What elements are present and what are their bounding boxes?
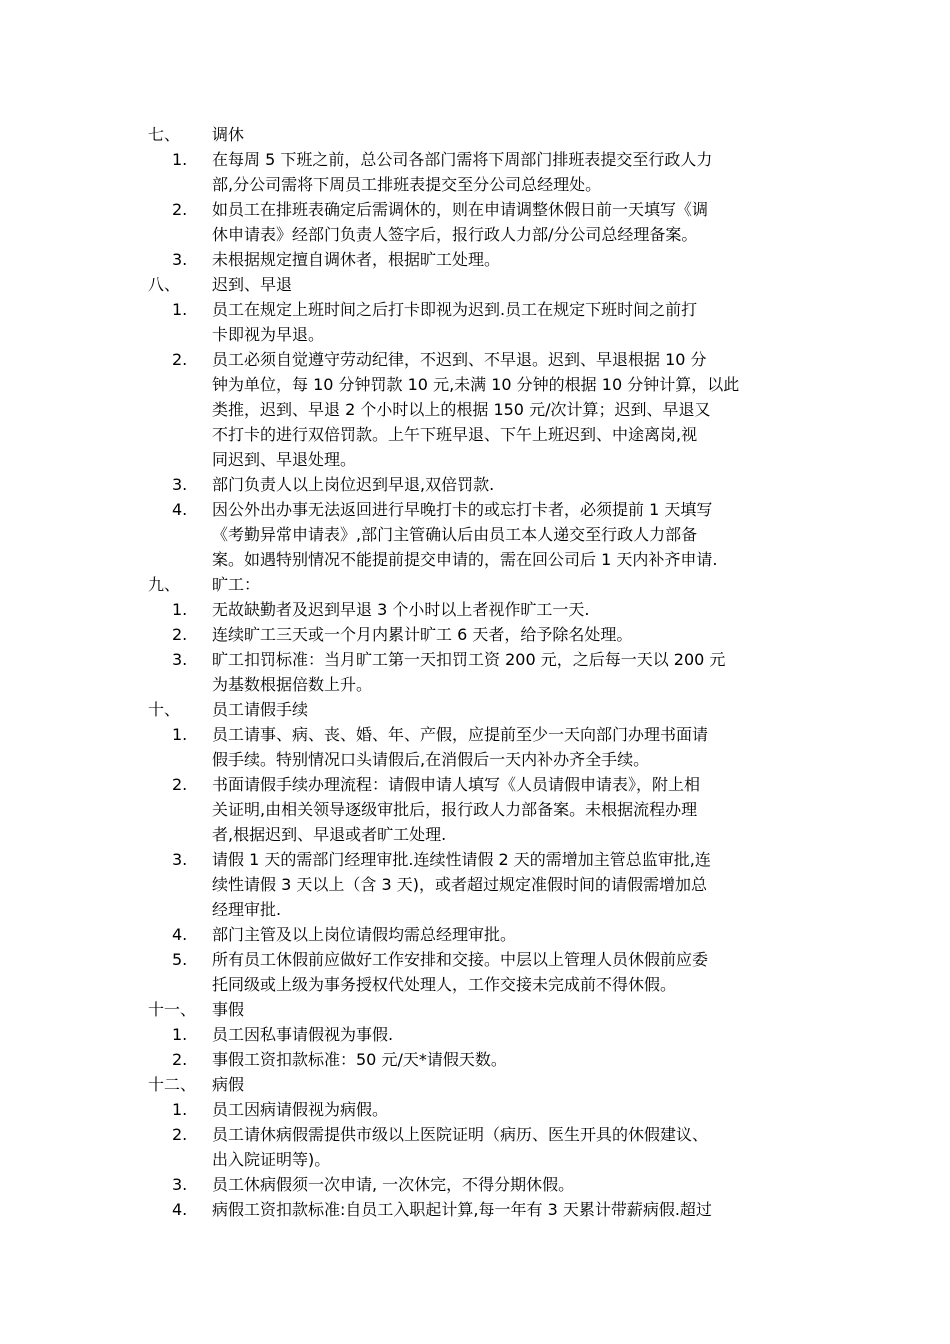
section-heading: [148, 697, 828, 722]
section-number: 八、: [148, 275, 181, 294]
list-item: [148, 1047, 828, 1072]
list-item-number-cell: [148, 147, 212, 197]
list-item-number: 1.: [172, 1100, 188, 1119]
list-item-text: [212, 247, 828, 272]
text-line: 未根据规定擅自调休者，根据旷工处理。: [212, 250, 501, 269]
text-line: 员工因病请假视为病假。: [212, 1100, 389, 1119]
text-line: 不打卡的进行双倍罚款。上午下班早退、下午上班迟到、中途离岗,视: [212, 425, 698, 444]
list-item-number: 1.: [172, 600, 188, 619]
text-line: 连续旷工三天或一个月内累计旷工 6 天者，给予除名处理。: [212, 625, 633, 644]
list-item-number: 4.: [172, 500, 188, 519]
list-item: [148, 147, 828, 197]
list-item-number: 5.: [172, 950, 188, 969]
list-item-number-cell: [148, 497, 212, 572]
list-item-number-cell: [148, 847, 212, 922]
document-body: [148, 122, 828, 1222]
list-item: [148, 1197, 828, 1222]
text-line: 事假工资扣款标准：50 元/天*请假天数。: [212, 1050, 507, 1069]
text-line: 书面请假手续办理流程：请假申请人填写《人员请假申请表》，附上相: [212, 775, 701, 794]
text-line: 员工请事、病、丧、婚、年、产假，应提前至少一天向部门办理书面请: [212, 725, 709, 744]
list-item-number-cell: [148, 947, 212, 997]
list-item-number-cell: [148, 922, 212, 947]
text-line: 者,根据迟到、早退或者旷工处理.: [212, 825, 447, 844]
list-item-number: 2.: [172, 200, 188, 219]
list-item: [148, 597, 828, 622]
text-line: 同迟到、早退处理。: [212, 450, 357, 469]
list-item: [148, 772, 828, 847]
list-item-text: [212, 1047, 828, 1072]
list-item: [148, 472, 828, 497]
list-item-number-cell: [148, 597, 212, 622]
text-line: 休申请表》经部门负责人签字后，报行政人力部/分公司总经理备案。: [212, 225, 698, 244]
section-number: 十一、: [148, 1000, 197, 1019]
text-line: 部门负责人以上岗位迟到早退,双倍罚款.: [212, 475, 495, 494]
list-item-number-cell: [148, 347, 212, 472]
text-line: 卡即视为早退。: [212, 325, 325, 344]
list-item: [148, 922, 828, 947]
list-item-text: [212, 922, 828, 947]
list-item-number-cell: [148, 1172, 212, 1197]
list-item: [148, 1097, 828, 1122]
section-number: 十、: [148, 700, 181, 719]
text-line: 《考勤异常申请表》,部门主管确认后由员工本人递交至行政人力部备: [212, 525, 698, 544]
list-item-number: 3.: [172, 475, 188, 494]
list-item-number-cell: [148, 772, 212, 847]
list-item: [148, 197, 828, 247]
section-title: 事假: [212, 1000, 245, 1019]
text-line: 类推，迟到、早退 2 个小时以上的根据 150 元/次计算；迟到、早退又: [212, 400, 711, 419]
text-line: 托同级或上级为事务授权代处理人，工作交接未完成前不得休假。: [212, 975, 677, 994]
list-item-text: [212, 472, 828, 497]
text-line: 出入院证明等)。: [212, 1150, 331, 1169]
section-heading: [148, 572, 828, 597]
list-item-number-cell: [148, 197, 212, 247]
list-item-number: 3.: [172, 850, 188, 869]
list-item: [148, 497, 828, 572]
text-line: 员工在规定上班时间之后打卡即视为迟到.员工在规定下班时间之前打: [212, 300, 698, 319]
section-heading: [148, 272, 828, 297]
text-line: 因公外出办事无法返回进行早晚打卡的或忘打卡者，必须提前 1 天填写: [212, 500, 713, 519]
text-line: 员工休病假须一次申请, 一次休完，不得分期休假。: [212, 1175, 575, 1194]
list-item-number-cell: [148, 1047, 212, 1072]
list-item-text: [212, 1197, 828, 1222]
list-item-number: 2.: [172, 1125, 188, 1144]
list-item-text: [212, 197, 828, 247]
list-item-text: [212, 597, 828, 622]
list-item-number: 2.: [172, 625, 188, 644]
section-number: 十二、: [148, 1075, 197, 1094]
list-item: [148, 647, 828, 697]
text-line: 钟为单位，每 10 分钟罚款 10 元,未满 10 分钟的根据 10 分钟计算，以此: [212, 375, 740, 394]
list-item-number-cell: [148, 1197, 212, 1222]
list-item-number: 2.: [172, 1050, 188, 1069]
list-item-number: 2.: [172, 350, 188, 369]
section-number: 七、: [148, 125, 181, 144]
text-line: 案。如遇特别情况不能提前提交申请的，需在回公司后 1 天内补齐申请.: [212, 550, 718, 569]
list-item-number: 4.: [172, 925, 188, 944]
section-number: 九、: [148, 575, 181, 594]
list-item: [148, 247, 828, 272]
list-item-text: [212, 647, 828, 697]
list-item: [148, 1122, 828, 1172]
section-title: 迟到、早退: [212, 275, 293, 294]
list-item-number: 1.: [172, 725, 188, 744]
section-heading: [148, 122, 828, 147]
list-item-number-cell: [148, 1122, 212, 1172]
list-item-text: [212, 297, 828, 347]
list-item: [148, 1022, 828, 1047]
list-item: [148, 622, 828, 647]
text-line: 病假工资扣款标准:自员工入职起计算,每一年有 3 天累计带薪病假.超过: [212, 1200, 712, 1219]
list-item-number: 1.: [172, 150, 188, 169]
text-line: 员工因私事请假视为事假.: [212, 1025, 394, 1044]
section-title: 旷工：: [212, 575, 261, 594]
section-title: 病假: [212, 1075, 245, 1094]
list-item-text: [212, 147, 828, 197]
list-item-number-cell: [148, 297, 212, 347]
list-item-number-cell: [148, 622, 212, 647]
list-item-number-cell: [148, 1097, 212, 1122]
text-line: 旷工扣罚标准：当月旷工第一天扣罚工资 200 元，之后每一天以 200 元: [212, 650, 726, 669]
text-line: 员工必须自觉遵守劳动纪律，不迟到、不早退。迟到、早退根据 10 分: [212, 350, 707, 369]
section-title: 调休: [212, 125, 245, 144]
text-line: 无故缺勤者及迟到早退 3 个小时以上者视作旷工一天.: [212, 600, 590, 619]
list-item: [148, 1172, 828, 1197]
text-line: 如员工在排班表确定后需调休的，则在申请调整休假日前一天填写《调: [212, 200, 709, 219]
text-line: 部,分公司需将下周员工排班表提交至分公司总经理处。: [212, 175, 602, 194]
list-item-number: 4.: [172, 1200, 188, 1219]
text-line: 经理审批.: [212, 900, 282, 919]
section-heading: [148, 1072, 828, 1097]
list-item-text: [212, 622, 828, 647]
list-item-number: 2.: [172, 775, 188, 794]
list-item-number: 1.: [172, 300, 188, 319]
list-item-number-cell: [148, 247, 212, 272]
list-item-text: [212, 497, 828, 572]
list-item-text: [212, 847, 828, 922]
list-item-number: 1.: [172, 1025, 188, 1044]
section-heading: [148, 997, 828, 1022]
list-item-number: 3.: [172, 650, 188, 669]
text-line: 假手续。特别情况口头请假后,在消假后一天内补办齐全手续。: [212, 750, 650, 769]
list-item-number: 3.: [172, 1175, 188, 1194]
list-item-text: [212, 1022, 828, 1047]
list-item-text: [212, 722, 828, 772]
list-item: [148, 722, 828, 772]
list-item-text: [212, 1097, 828, 1122]
text-line: 所有员工休假前应做好工作安排和交接。中层以上管理人员休假前应委: [212, 950, 709, 969]
list-item-text: [212, 947, 828, 997]
list-item: [148, 947, 828, 997]
list-item-number-cell: [148, 1022, 212, 1047]
list-item-text: [212, 1122, 828, 1172]
text-line: 在每周 5 下班之前，总公司各部门需将下周部门排班表提交至行政人力: [212, 150, 713, 169]
text-line: 为基数根据倍数上升。: [212, 675, 373, 694]
list-item-number-cell: [148, 647, 212, 697]
text-line: 续性请假 3 天以上（含 3 天)，或者超过规定准假时间的请假需增加总: [212, 875, 707, 894]
section-title: 员工请假手续: [212, 700, 309, 719]
list-item: [148, 297, 828, 347]
list-item: [148, 847, 828, 922]
text-line: 员工请休病假需提供市级以上医院证明（病历、医生开具的休假建议、: [212, 1125, 709, 1144]
text-line: 部门主管及以上岗位请假均需总经理审批。: [212, 925, 517, 944]
text-line: 请假 1 天的需部门经理审批.连续性请假 2 天的需增加主管总监审批,连: [212, 850, 711, 869]
list-item: [148, 347, 828, 472]
list-item-number: 3.: [172, 250, 188, 269]
list-item-number-cell: [148, 472, 212, 497]
list-item-text: [212, 772, 828, 847]
list-item-text: [212, 347, 828, 472]
list-item-number-cell: [148, 722, 212, 772]
list-item-text: [212, 1172, 828, 1197]
text-line: 关证明,由相关领导逐级审批后，报行政人力部备案。未根据流程办理: [212, 800, 698, 819]
